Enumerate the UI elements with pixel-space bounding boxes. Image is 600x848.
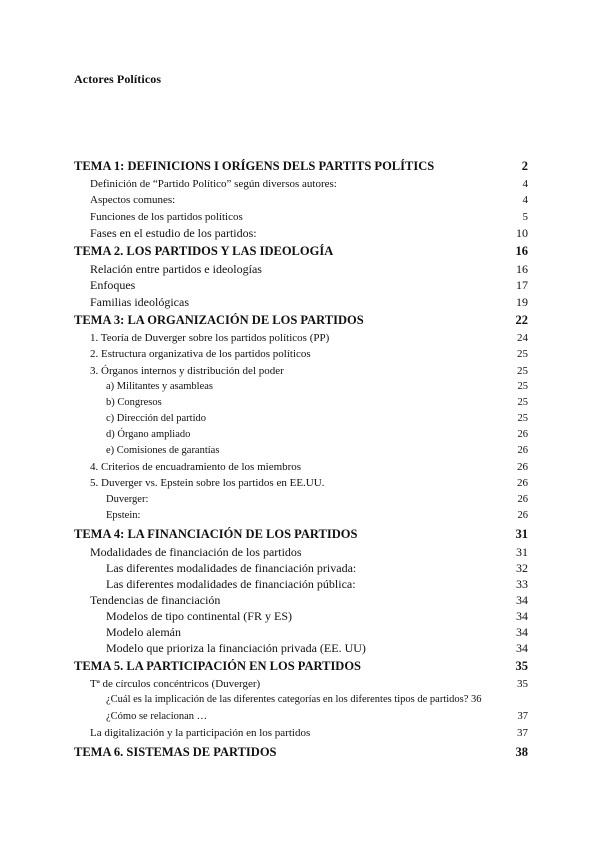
- toc-entry-label: Definición de “Partido Político” según diversos autores:: [90, 178, 337, 190]
- toc-entry-page: 32: [516, 560, 528, 575]
- toc-entry[interactable]: [74, 411, 528, 427]
- toc-entry-page: 16: [516, 262, 528, 277]
- toc-entry-page: 37: [517, 711, 528, 723]
- toc-entry-page: 25: [517, 396, 528, 408]
- toc-entry-page: 34: [516, 592, 528, 607]
- toc-entry[interactable]: [74, 725, 528, 741]
- toc-entry-page: 19: [516, 294, 528, 309]
- toc-entry-page: 26: [517, 509, 528, 521]
- toc-entry-page: 34: [516, 625, 528, 640]
- toc-entry-label: ¿Cuál es la implicación de las diferentes categorías en los diferentes tipos de partidos? 36: [106, 694, 482, 706]
- toc-entry[interactable]: [74, 475, 528, 491]
- toc-entry[interactable]: [74, 225, 528, 241]
- toc-entry-label: 3. Órganos internos y distribución del poder: [90, 364, 284, 377]
- toc-entry[interactable]: [74, 192, 528, 208]
- toc-entry[interactable]: [74, 379, 528, 395]
- toc-entry-label: e) Comisiones de garantías: [106, 444, 220, 456]
- toc-entry-label: Epstein:: [106, 509, 141, 521]
- toc-entry-page: 38: [515, 744, 528, 759]
- toc-entry[interactable]: [74, 508, 528, 524]
- toc-entry-page: 25: [517, 364, 528, 377]
- toc-entry[interactable]: [74, 277, 528, 293]
- toc-entry-page: 16: [515, 244, 528, 259]
- toc-entry-label: Duverger:: [106, 493, 149, 505]
- toc-entry-page: 2: [521, 159, 528, 173]
- toc-entry[interactable]: [74, 524, 528, 544]
- toc-entry-page: 25: [517, 380, 528, 392]
- toc-entry-page: 26: [517, 493, 528, 505]
- toc-entry-page: 17: [516, 278, 528, 293]
- toc-entry-page: 25: [517, 348, 528, 361]
- toc-entry[interactable]: [74, 443, 528, 459]
- toc-entry-label: ¿Cómo se relacionan …: [106, 711, 208, 723]
- toc-entry[interactable]: [74, 209, 528, 225]
- toc-entry-page: 26: [517, 428, 528, 440]
- toc-entry[interactable]: [74, 261, 528, 277]
- toc-entry-label: Tª de círculos concéntricos (Duverger): [90, 678, 261, 691]
- toc-entry-label: Modelo alemán: [106, 625, 181, 640]
- toc-entry-label: Funciones de los partidos políticos: [90, 210, 243, 223]
- toc-entry-page: 26: [517, 460, 528, 473]
- toc-entry[interactable]: [74, 294, 528, 310]
- toc-entry[interactable]: [74, 592, 528, 608]
- toc-entry-label: TEMA 5. LA PARTICIPACIÓN EN LOS PARTIDOS: [74, 659, 362, 674]
- toc-entry-page: [482, 694, 488, 705]
- toc-entry[interactable]: [74, 427, 528, 443]
- toc-entry[interactable]: [74, 156, 528, 176]
- toc-entry[interactable]: [74, 560, 528, 576]
- document-header: Actores Políticos: [74, 72, 162, 86]
- toc-entry[interactable]: [74, 576, 528, 592]
- toc-entry-label: Familias ideológicas: [90, 294, 189, 309]
- toc-entry-page: 26: [517, 444, 528, 456]
- toc-entry-label: Modelo que prioriza la financiación privada (EE. UU): [106, 641, 366, 656]
- toc-entry[interactable]: [74, 395, 528, 411]
- toc-entry-label: d) Órgano ampliado: [106, 428, 191, 440]
- toc-entry-label: c) Dirección del partido: [106, 412, 206, 424]
- toc-entry-label: Las diferentes modalidades de financiación pública:: [106, 576, 356, 591]
- toc-entry-label: Enfoques: [90, 278, 136, 293]
- toc-entry-page: 4: [522, 178, 528, 190]
- toc-entry-page: 22: [515, 313, 528, 328]
- toc-entry[interactable]: [74, 742, 528, 762]
- toc-entry-page: 4: [522, 194, 528, 207]
- toc-entry-label: TEMA 3: LA ORGANIZACIÓN DE LOS PARTIDOS: [74, 313, 364, 328]
- toc-entry-page: 37: [517, 727, 528, 740]
- toc-entry[interactable]: [74, 459, 528, 475]
- toc-entry[interactable]: [74, 709, 528, 725]
- toc-entry[interactable]: [74, 241, 528, 261]
- toc-entry-page: 10: [516, 225, 528, 240]
- toc-entry[interactable]: [74, 640, 528, 656]
- toc-entry[interactable]: [74, 363, 528, 379]
- toc-entry-label: Fases en el estudio de los partidos:: [90, 225, 257, 240]
- toc-entry-label: TEMA 1: DEFINICIONS I ORÍGENS DELS PARTITS POLÍTICS: [74, 159, 435, 173]
- toc-entry-label: Relación entre partidos e ideologías: [90, 262, 262, 277]
- toc-entry-page: 24: [517, 332, 528, 345]
- toc-entry-label: Aspectos comunes:: [90, 194, 176, 207]
- toc-entry[interactable]: [74, 676, 528, 692]
- toc-entry-page: 26: [517, 477, 528, 490]
- toc-entry-label: b) Congresos: [106, 396, 162, 408]
- toc-entry[interactable]: [74, 176, 528, 192]
- toc-entry-label: Tendencias de financiación: [90, 592, 221, 607]
- toc-entry-page: 31: [516, 544, 528, 559]
- toc-entry-label: a) Militantes y asambleas: [106, 380, 214, 392]
- toc-entry-label: 2. Estructura organizativa de los partidos políticos: [90, 348, 311, 361]
- toc-entry-page: 25: [517, 412, 528, 424]
- toc-entry[interactable]: [74, 346, 528, 362]
- toc-entry-page: 35: [515, 659, 528, 674]
- toc-entry-page: 31: [515, 526, 528, 541]
- toc-entry[interactable]: [74, 544, 528, 560]
- toc-entry[interactable]: [74, 656, 528, 676]
- toc-entry-label: TEMA 2. LOS PARTIDOS Y LAS IDEOLOGÍA: [74, 244, 334, 259]
- toc-entry[interactable]: [74, 608, 528, 624]
- toc-entry-label: 5. Duverger vs. Epstein sobre los partidos en EE.UU.: [90, 477, 325, 490]
- toc-entry[interactable]: [74, 692, 528, 709]
- toc-entry-label: 1. Teoría de Duverger sobre los partidos políticos (PP): [90, 332, 330, 345]
- toc-entry[interactable]: [74, 330, 528, 346]
- toc-entry-label: TEMA 4: LA FINANCIACIÓN DE LOS PARTIDOS: [74, 526, 358, 541]
- toc-entry-page: 34: [516, 641, 528, 656]
- toc-entry-label: La digitalización y la participación en los partidos: [90, 727, 311, 740]
- table-of-contents: [74, 156, 528, 762]
- toc-entry-label: 4. Criterios de encuadramiento de los miembros: [90, 460, 302, 473]
- toc-entry[interactable]: [74, 310, 528, 330]
- toc-entry[interactable]: [74, 624, 528, 640]
- toc-entry-label: TEMA 6. SISTEMAS DE PARTIDOS: [74, 744, 277, 759]
- toc-entry-page: 5: [522, 210, 528, 223]
- toc-entry[interactable]: [74, 492, 528, 508]
- toc-entry-page: 33: [516, 576, 528, 591]
- toc-entry-label: Modalidades de financiación de los partidos: [90, 544, 302, 559]
- toc-entry-label: Modelos de tipo continental (FR y ES): [106, 609, 292, 624]
- toc-entry-label: Las diferentes modalidades de financiación privada:: [106, 560, 357, 575]
- toc-entry-page: 34: [516, 609, 528, 624]
- toc-entry-page: 35: [517, 678, 528, 691]
